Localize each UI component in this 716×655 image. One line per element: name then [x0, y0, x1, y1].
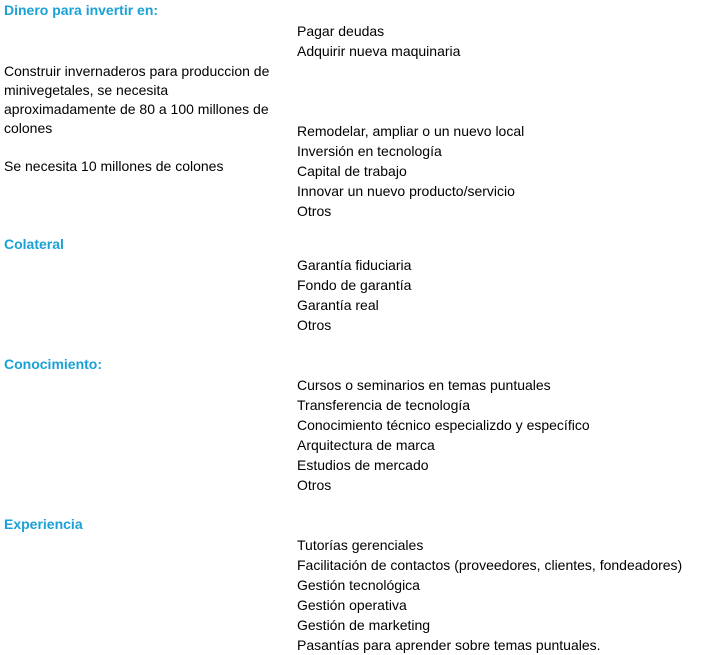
- list-item: [297, 81, 524, 101]
- list-item: Capital de trabajo: [297, 163, 407, 179]
- investment-note: [4, 62, 269, 176]
- list-item: Facilitación de contactos (proveedores, clientes, fondeadores): [297, 557, 683, 573]
- section-heading-experiencia: Experiencia: [4, 516, 83, 532]
- list-item: Otros: [297, 477, 332, 493]
- list-item: Tutorías gerenciales: [297, 537, 424, 553]
- list-item: Conocimiento técnico especializdo y específico: [297, 417, 590, 433]
- experiencia-options-list: [297, 535, 682, 655]
- list-item: Cursos o seminarios en temas puntuales: [297, 377, 551, 393]
- list-item: Adquirir nueva maquinaria: [297, 43, 461, 59]
- conocimiento-options-list: [297, 375, 590, 495]
- note-line: [4, 138, 269, 157]
- list-item: Innovar un nuevo producto/servicio: [297, 183, 515, 199]
- note-line: Se necesita 10 millones de colones: [4, 158, 224, 174]
- list-item: Gestión operativa: [297, 597, 407, 613]
- list-item: Remodelar, ampliar o un nuevo local: [297, 123, 525, 139]
- list-item: Garantía fiduciaria: [297, 257, 412, 273]
- list-item: Garantía real: [297, 297, 379, 313]
- list-item: Gestión de marketing: [297, 617, 431, 633]
- list-item: Otros: [297, 203, 332, 219]
- section-heading-colateral: Colateral: [4, 236, 64, 252]
- list-item: Estudios de mercado: [297, 457, 429, 473]
- list-item: Pasantías para aprender sobre temas puntuales.: [297, 637, 601, 653]
- list-item: [297, 101, 524, 121]
- dinero-options-list: [297, 21, 524, 221]
- section-heading-conocimiento: Conocimiento:: [4, 356, 102, 372]
- note-line: aproximadamente de 80 a 100 millones de: [4, 101, 269, 117]
- note-line: Construir invernaderos para produccion de: [4, 63, 270, 79]
- list-item: Inversión en tecnología: [297, 143, 442, 159]
- list-item: [297, 61, 524, 81]
- note-line: minivegetales, se necesita: [4, 82, 169, 98]
- list-item: Fondo de garantía: [297, 277, 412, 293]
- list-item: Pagar deudas: [297, 23, 385, 39]
- section-heading-dinero: Dinero para invertir en:: [4, 2, 159, 18]
- list-item: Arquitectura de marca: [297, 437, 435, 453]
- list-item: Otros: [297, 317, 332, 333]
- note-line: colones: [4, 120, 53, 136]
- list-item: Gestión tecnológica: [297, 577, 420, 593]
- colateral-options-list: [297, 255, 411, 335]
- list-item: Transferencia de tecnología: [297, 397, 471, 413]
